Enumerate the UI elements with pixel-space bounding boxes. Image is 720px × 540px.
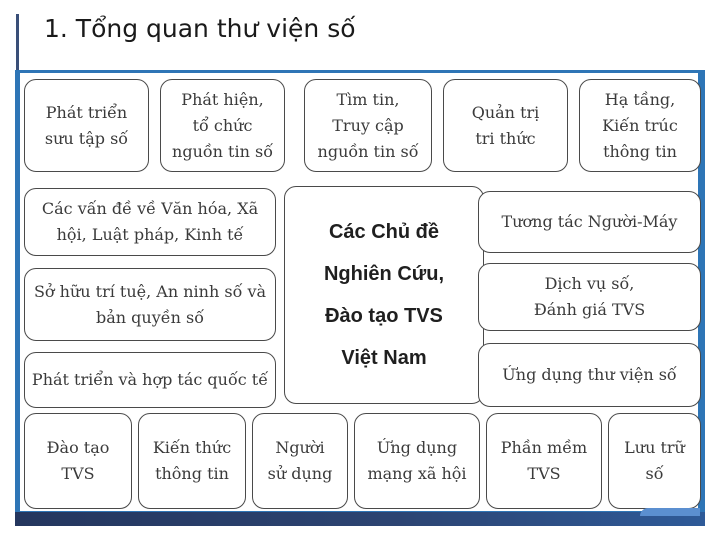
box-social-network-applications: Ứng dụng mạng xã hội xyxy=(354,413,480,509)
box-culture-society-law-economy: Các vấn đề về Văn hóa, Xã hội, Luật pháp, Kinh tế xyxy=(24,188,276,256)
box-users: Người sử dụng xyxy=(252,413,348,509)
box-develop-digital-collections: Phát triển sưu tập số xyxy=(24,79,149,172)
bottom-accent xyxy=(640,508,700,516)
box-central-research-topics: Các Chủ đề Nghiên Cứu, Đào tạo TVS Việt Nam xyxy=(284,186,484,404)
box-human-computer-interaction: Tương tác Người-Máy xyxy=(478,191,701,253)
bottom-bar xyxy=(15,512,705,526)
box-information-literacy: Kiến thức thông tin xyxy=(138,413,246,509)
box-digital-library-applications: Ứng dụng thư viện số xyxy=(478,343,701,407)
box-discover-organize-sources: Phát hiện, tổ chức nguồn tin số xyxy=(160,79,285,172)
diagram-canvas xyxy=(20,73,698,511)
slide-title: 1. Tổng quan thư viện số xyxy=(44,14,356,43)
box-intellectual-property-security: Sở hữu trí tuệ, An ninh số và bản quyền số xyxy=(24,268,276,341)
title-accent-rule xyxy=(16,14,19,70)
box-search-access-sources: Tìm tin, Truy cập nguồn tin số xyxy=(304,79,432,172)
box-digital-archiving: Lưu trữ số xyxy=(608,413,701,509)
box-library-training: Đào tạo TVS xyxy=(24,413,132,509)
box-library-software: Phần mềm TVS xyxy=(486,413,602,509)
box-knowledge-management: Quản trị tri thức xyxy=(443,79,568,172)
box-international-cooperation: Phát triển và hợp tác quốc tế xyxy=(24,352,276,408)
box-digital-services-evaluation: Dịch vụ số, Đánh giá TVS xyxy=(478,263,701,331)
box-infrastructure-architecture: Hạ tầng, Kiến trúc thông tin xyxy=(579,79,701,172)
